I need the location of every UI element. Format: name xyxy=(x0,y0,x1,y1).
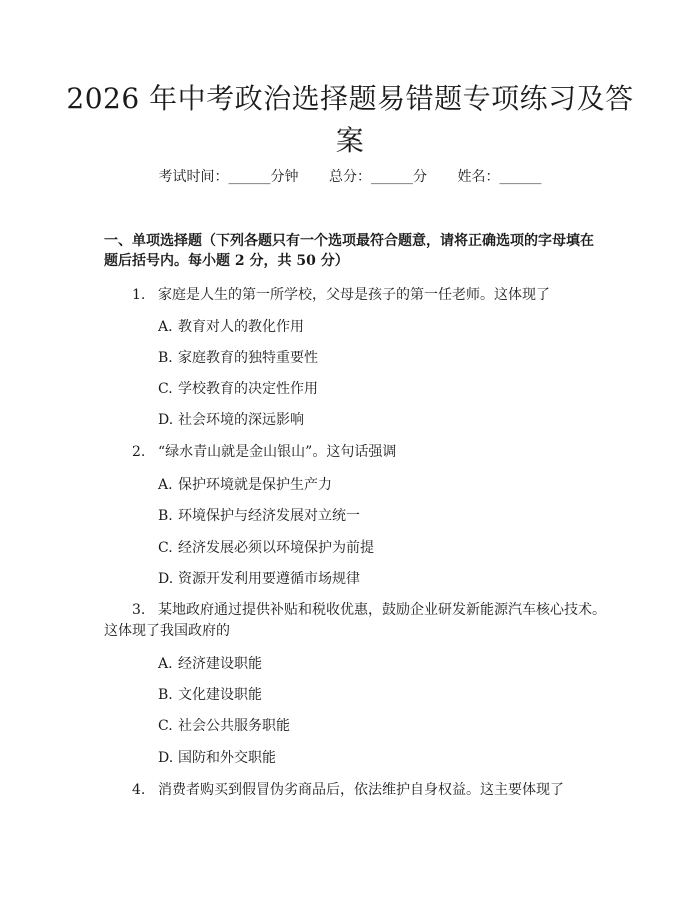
question-text: 家庭是人生的第一所学校，父母是孩子的第一任老师。这体现了 xyxy=(158,287,550,303)
option-text: 社会环境的深远影响 xyxy=(178,412,304,428)
option-item xyxy=(158,505,360,527)
option-text: 学校教育的决定性作用 xyxy=(178,381,318,397)
option-letter: C. xyxy=(158,381,173,397)
exam-time-field: 考试时间：______分钟 xyxy=(158,169,299,185)
option-letter: D. xyxy=(158,412,174,428)
section-heading-line1: 一、单项选择题（下列各题只有一个选项最符合题意，请将正确选项的字母填在 xyxy=(104,233,594,249)
option-item xyxy=(158,684,262,706)
question-text: “绿水青山就是金山银山”。这句话强调 xyxy=(158,444,397,460)
document-title-line1: 2026 年中考政治选择题易错题专项练习及答 xyxy=(66,82,634,115)
question-3-line2: 这体现了我国政府的 xyxy=(104,623,230,639)
total-score-field: 总分：______分 xyxy=(329,169,427,185)
option-text: 资源开发利用要遵循市场规律 xyxy=(178,571,360,587)
option-item xyxy=(158,537,374,559)
option-letter: A. xyxy=(158,319,173,335)
question-text-line1: 某地政府通过提供补贴和税收优惠，鼓励企业研发新能源汽车核心技术。 xyxy=(158,602,606,618)
option-text: 文化建设职能 xyxy=(178,687,262,703)
document-title-line2: 案 xyxy=(335,124,365,157)
question-1 xyxy=(132,284,550,306)
option-letter: C. xyxy=(158,540,173,556)
question-number: 4. xyxy=(132,782,146,798)
option-text: 经济发展必须以环境保护为前提 xyxy=(178,540,374,556)
option-letter: C. xyxy=(158,718,173,734)
option-letter: A. xyxy=(158,477,173,493)
question-number: 3. xyxy=(132,602,146,618)
option-item xyxy=(158,474,332,496)
option-letter: B. xyxy=(158,508,173,524)
option-item xyxy=(158,409,304,431)
option-item xyxy=(158,568,360,590)
option-text: 社会公共服务职能 xyxy=(178,718,290,734)
name-field: 姓名：______ xyxy=(457,169,542,185)
option-item xyxy=(158,378,318,400)
option-item xyxy=(158,347,318,369)
option-letter: A. xyxy=(158,656,173,672)
option-text: 国防和外交职能 xyxy=(178,750,276,766)
option-item xyxy=(158,316,304,338)
option-item xyxy=(158,653,262,675)
option-text: 环境保护与经济发展对立统一 xyxy=(178,508,360,524)
question-number: 1. xyxy=(132,287,146,303)
option-letter: B. xyxy=(158,687,173,703)
section-heading-line2: 题后括号内。每小题 2 分，共 50 分） xyxy=(104,253,349,269)
option-letter: B. xyxy=(158,350,173,366)
question-4 xyxy=(132,779,564,801)
question-text: 消费者购买到假冒伪劣商品后，依法维护自身权益。这主要体现了 xyxy=(158,782,564,798)
question-3 xyxy=(132,599,606,621)
question-number: 2. xyxy=(132,444,146,460)
option-text: 保护环境就是保护生产力 xyxy=(178,477,332,493)
option-text: 教育对人的教化作用 xyxy=(178,319,304,335)
exam-info xyxy=(0,166,700,188)
option-text: 家庭教育的独特重要性 xyxy=(178,350,318,366)
option-item xyxy=(158,747,276,769)
option-letter: D. xyxy=(158,750,174,766)
question-2 xyxy=(132,441,396,463)
option-letter: D. xyxy=(158,571,174,587)
option-text: 经济建设职能 xyxy=(178,656,262,672)
option-item xyxy=(158,715,290,737)
